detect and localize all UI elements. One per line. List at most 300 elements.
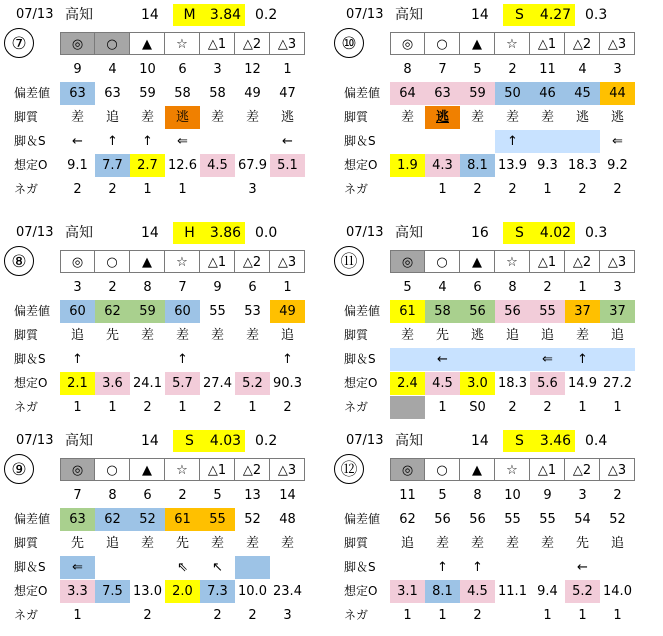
nega-row [8,178,328,201]
style-cell: 逃 [280,110,294,125]
score-cell: 49 [270,300,305,323]
styles-row [8,106,328,129]
horse-cell: 8 [473,488,482,503]
odd-cell: 4.5 [200,154,235,177]
mark-cell: ▲ [130,458,165,481]
score-cell: 62 [95,300,130,323]
style-cell: 差 [540,110,554,125]
style-cell: 差 [140,536,154,551]
race-rate: 3.46 [536,430,575,452]
odd-cell: 2.1 [60,372,95,395]
horse-cell: 5 [403,280,412,295]
horse-cell: 8 [143,280,152,295]
odd-cell: 5.2 [565,580,600,603]
row-label: 偏差値 [14,304,51,318]
score-cell: 48 [279,512,296,527]
mark-cell: ☆ [495,458,530,481]
horse-cell: 5 [438,488,447,503]
odd-cell: 9.3 [537,158,558,173]
scores-row [8,300,328,323]
mark-cell: △1 [200,32,235,55]
mark-cell: ◎ [390,458,425,481]
marks-row [338,250,658,273]
mark-cell: ▲ [130,32,165,55]
trends-row [8,130,328,153]
race-grade: S [503,4,536,26]
race-grade: H [173,222,206,244]
odd-cell: 8.1 [460,154,495,177]
style-cell: 追 [610,536,624,551]
trend-cell [390,130,425,153]
trends-row [8,348,328,371]
race-panel [338,222,658,428]
horse-cell: 6 [248,280,257,295]
race-venue: 高知 [395,225,423,241]
odd-cell: 67.9 [238,158,267,173]
trend-cell [460,348,495,371]
horse-cell: 12 [244,62,261,77]
odds-row [338,580,658,603]
score-cell: 63 [104,86,121,101]
score-cell: 63 [60,82,95,105]
mark-cell: △1 [530,458,565,481]
race-date: 07/13 [16,433,54,448]
row-label: 脚質 [14,536,39,550]
mark-cell: △3 [600,458,635,481]
trend-cell [390,348,425,371]
score-cell: 63 [60,508,95,531]
score-cell: 52 [244,512,261,527]
score-cell: 59 [139,86,156,101]
trend-cell [390,556,425,579]
row-label: ネガ [344,400,369,414]
score-cell: 62 [95,508,130,531]
nega-cell: 1 [108,400,117,415]
odd-cell: 27.4 [203,376,232,391]
mark-cell: ☆ [165,458,200,481]
race-date: 07/13 [346,225,384,240]
row-label: 想定O [14,158,48,172]
style-cell: 追 [70,328,84,343]
mark-cell: ○ [425,250,460,273]
nega-cell: 1 [613,400,622,415]
nega-cell: 2 [143,400,152,415]
nega-cell: 2 [543,400,552,415]
horse-cell: 3 [613,280,622,295]
row-label: 想定O [14,584,48,598]
mark-cell: △1 [200,250,235,273]
horse-cell: 8 [508,280,517,295]
mark-cell: △2 [565,32,600,55]
mark-cell: △2 [235,458,270,481]
mark-cell: ◎ [390,250,425,273]
row-label: 脚＆S [14,352,46,366]
odd-cell: 90.3 [273,376,302,391]
score-cell: 60 [165,300,200,323]
horse-cell: 3 [578,488,587,503]
trend-cell [130,348,165,371]
race-value: 0.4 [585,433,608,449]
trend-cell: ↑ [177,352,188,367]
mark-cell: △3 [600,250,635,273]
mark-cell: ☆ [165,250,200,273]
horse-cell: 2 [178,488,187,503]
nega-row [338,178,658,201]
nega-cell: 2 [613,182,622,197]
odd-cell: 23.4 [273,584,302,599]
race-date: 07/13 [346,7,384,22]
trend-cell: ↑ [72,352,83,367]
trend-cell: ← [282,134,293,149]
trend-cell: ↑ [107,134,118,149]
style-cell: 差 [540,536,554,551]
race-date: 07/13 [346,433,384,448]
mark-cell: △2 [565,250,600,273]
race-number: ⑨ [4,454,34,484]
odd-cell: 18.3 [568,158,597,173]
race-date: 07/13 [16,225,54,240]
row-label: ネガ [14,182,39,196]
mark-cell: ○ [95,458,130,481]
odd-cell: 8.1 [425,580,460,603]
nega-cell: 1 [543,182,552,197]
horse-cell: 9 [73,62,82,77]
horse-cell: 3 [213,62,222,77]
odd-cell: 27.2 [603,376,632,391]
nega-cell [165,604,200,627]
trend-cell: ⇐ [530,348,565,371]
score-cell: 49 [244,86,261,101]
nega-cell: 1 [578,608,587,623]
style-cell: 追 [105,110,119,125]
race-panel [8,222,328,428]
nega-cell: 2 [578,182,587,197]
nega-cell [390,396,425,419]
trend-cell [460,130,495,153]
horse-cell: 6 [143,488,152,503]
race-number: ⑧ [4,246,34,276]
row-label: 脚質 [14,328,39,342]
odd-cell: 13.0 [133,584,162,599]
styles-row [338,106,658,129]
odd-cell: 3.1 [390,580,425,603]
trends-row [8,556,328,579]
horse-cell: 10 [504,488,521,503]
score-cell: 55 [530,300,565,323]
style-cell: 追 [400,536,414,551]
row-label: 想定O [14,376,48,390]
odd-cell: 1.9 [390,154,425,177]
mark-cell: △3 [270,32,305,55]
style-cell: 先 [70,536,84,551]
odd-cell: 5.7 [165,372,200,395]
nega-row [8,604,328,627]
mark-cell: ◎ [60,32,95,55]
horse-cell: 4 [438,280,447,295]
trend-cell: ↑ [282,352,293,367]
mark-cell: △3 [270,250,305,273]
nega-cell: 1 [438,400,447,415]
nega-cell [200,178,235,201]
race-panel [8,430,328,636]
horse-cell: 1 [578,280,587,295]
row-label: 脚＆S [344,134,376,148]
trend-cell: ↑ [437,560,448,575]
nega-cell: S0 [469,400,486,415]
nega-cell: 1 [248,400,257,415]
trend-cell: ← [425,348,460,371]
style-cell: 逃 [575,110,589,125]
mark-cell: △3 [270,458,305,481]
horse-cell: 5 [213,488,222,503]
mark-cell: △2 [235,250,270,273]
mark-cell: ☆ [495,32,530,55]
nega-cell: 3 [283,608,292,623]
mark-cell: ◎ [60,250,95,273]
race-grade: M [173,4,206,26]
score-cell: 53 [244,304,261,319]
trend-cell [495,348,530,371]
horse-cell: 11 [399,488,416,503]
row-label: ネガ [344,182,369,196]
nega-cell: 3 [248,182,257,197]
odds-row [8,372,328,395]
mark-cell: ○ [95,250,130,273]
field-size: 14 [141,225,159,241]
score-cell: 61 [390,300,425,323]
mark-cell: △1 [530,32,565,55]
style-cell: 先 [175,536,189,551]
score-cell: 60 [60,300,95,323]
nega-cell: 2 [73,182,82,197]
trends-row [338,556,658,579]
marks-row [338,32,658,55]
nega-cell [495,604,530,627]
mark-cell: △2 [565,458,600,481]
field-size: 14 [471,433,489,449]
horse-cell: 6 [178,62,187,77]
row-label: 偏差値 [344,304,381,318]
nega-cell: 1 [403,608,412,623]
horse-cell: 5 [473,62,482,77]
mark-cell: ◎ [390,32,425,55]
horse-cell: 3 [73,280,82,295]
style-cell: 差 [470,536,484,551]
scores-row [8,508,328,531]
style-cell: 差 [70,110,84,125]
nega-cell: 1 [178,182,187,197]
mark-cell: ▲ [460,250,495,273]
score-cell: 37 [565,300,600,323]
style-cell: 差 [575,328,589,343]
nega-cell: 1 [73,608,82,623]
race-grade: S [503,222,536,244]
horse-cell: 11 [539,62,556,77]
horses-row [338,484,658,507]
race-panel [8,4,328,210]
score-cell: 61 [165,508,200,531]
odd-cell: 4.5 [460,580,495,603]
mark-cell: ▲ [130,250,165,273]
trend-cell: ← [577,560,588,575]
trend-cell [600,348,635,371]
score-cell: 44 [600,82,635,105]
score-cell: 56 [434,512,451,527]
nega-cell: 2 [508,182,517,197]
race-venue: 高知 [395,433,423,449]
trends-row [338,130,658,153]
trend-cell: ↑ [142,134,153,149]
row-label: 脚質 [14,110,39,124]
row-label: 偏差値 [14,86,51,100]
style-cell: 追 [540,328,554,343]
nega-cell: 2 [108,182,117,197]
race-panel [338,430,658,636]
race-venue: 高知 [65,225,93,241]
score-cell: 63 [425,82,460,105]
nega-cell: 2 [283,400,292,415]
scores-row [338,300,658,323]
odd-cell: 13.9 [498,158,527,173]
styles-row [8,532,328,555]
trend-cell [565,130,600,153]
trend-cell [235,348,270,371]
nega-row [338,396,658,419]
nega-cell: 2 [473,182,482,197]
race-rate: 4.02 [536,222,575,244]
odd-cell: 7.5 [95,580,130,603]
score-cell: 55 [504,512,521,527]
odd-cell: 14.0 [603,584,632,599]
trend-cell [270,556,305,579]
style-cell: 追 [280,328,294,343]
race-venue: 高知 [395,7,423,23]
horse-cell: 1 [283,280,292,295]
race-number: ⑫ [334,454,364,484]
style-cell: 逃 [425,106,460,129]
odd-cell: 4.5 [425,372,460,395]
style-cell: 差 [470,110,484,125]
style-cell: 差 [435,536,449,551]
race-panel [338,4,658,210]
marks-row [8,458,328,481]
score-cell: 64 [390,82,425,105]
race-value: 0.3 [585,225,608,241]
style-cell: 追 [610,328,624,343]
score-cell: 58 [425,300,460,323]
odd-cell: 7.3 [200,580,235,603]
score-cell: 59 [130,300,165,323]
odd-cell: 3.3 [60,580,95,603]
score-cell: 46 [530,82,565,105]
style-cell: 差 [245,536,259,551]
nega-cell: 2 [473,608,482,623]
race-venue: 高知 [65,7,93,23]
style-cell: 先 [435,328,449,343]
race-rate: 3.86 [206,222,245,244]
nega-cell: 1 [613,608,622,623]
row-label: 脚質 [344,536,369,550]
horse-cell: 2 [543,280,552,295]
odds-row [338,372,658,395]
odd-cell: 2.4 [390,372,425,395]
field-size: 14 [141,433,159,449]
mark-cell: ▲ [460,32,495,55]
row-label: 偏差値 [14,512,51,526]
styles-row [338,532,658,555]
marks-row [8,250,328,273]
horse-cell: 13 [244,488,261,503]
trend-cell: ↑ [472,560,483,575]
race-value: 0.2 [255,7,278,23]
trend-cell [600,556,635,579]
trends-row [338,348,658,371]
race-rate: 3.84 [206,4,245,26]
trend-cell [200,348,235,371]
trend-cell [235,130,270,153]
horse-cell: 8 [403,62,412,77]
trend-cell: ⇐ [60,556,95,579]
nega-cell: 2 [213,608,222,623]
style-cell: 差 [245,328,259,343]
row-label: 想定O [344,158,378,172]
scores-row [338,82,658,105]
trend-cell: ↖ [212,560,223,575]
nega-row [338,604,658,627]
score-cell: 56 [495,300,530,323]
mark-cell: △1 [530,250,565,273]
odd-cell: 5.2 [235,372,270,395]
odd-cell: 10.0 [238,584,267,599]
race-number: ⑪ [334,246,364,276]
trend-cell: ← [72,134,83,149]
style-cell: 逃 [165,106,200,129]
race-value: 0.2 [255,433,278,449]
score-cell: 55 [539,512,556,527]
style-cell: 差 [140,110,154,125]
style-cell: 差 [210,110,224,125]
style-cell: 差 [280,536,294,551]
styles-row [8,324,328,347]
nega-cell: 2 [213,400,222,415]
row-label: 脚＆S [344,560,376,574]
mark-cell: ☆ [165,32,200,55]
trend-cell [235,556,270,579]
nega-cell: 1 [543,608,552,623]
odd-cell: 9.4 [537,584,558,599]
horse-cell: 1 [283,62,292,77]
score-cell: 52 [130,508,165,531]
row-label: ネガ [14,608,39,622]
odd-cell: 7.7 [95,154,130,177]
style-cell: 追 [105,536,119,551]
score-cell: 62 [399,512,416,527]
row-label: 想定O [344,376,378,390]
score-cell: 56 [469,512,486,527]
nega-cell: 1 [438,182,447,197]
nega-cell: 2 [248,608,257,623]
score-cell: 58 [209,86,226,101]
mark-cell: ☆ [495,250,530,273]
horse-cell: 6 [473,280,482,295]
horses-row [8,276,328,299]
score-cell: 55 [209,304,226,319]
horse-cell: 10 [139,62,156,77]
style-cell: 差 [400,328,414,343]
mark-cell: ▲ [460,458,495,481]
horse-cell: 9 [543,488,552,503]
row-label: 想定O [344,584,378,598]
